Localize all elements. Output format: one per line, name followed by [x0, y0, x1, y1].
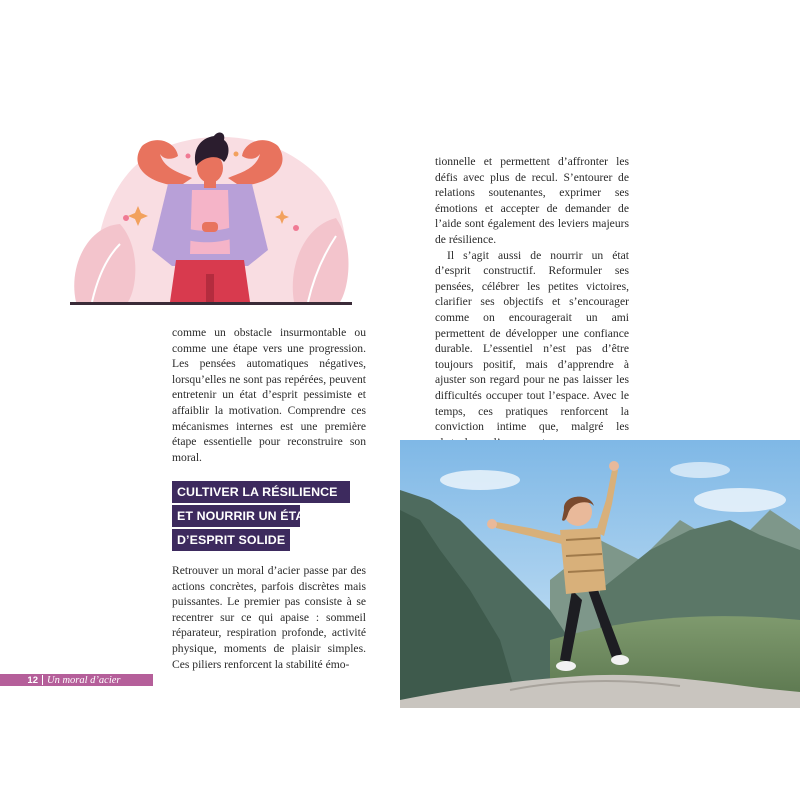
right-column [435, 154, 629, 466]
page-footer [0, 674, 153, 686]
heading-line-1: CULTIVER LA RÉSILIENCE [172, 481, 350, 503]
left-column-bottom [172, 563, 366, 672]
strong-woman-illustration [68, 126, 354, 308]
paragraph-left-1: comme un obstacle insurmontable ou comme une étape vers une progression. Les pensées automatiques négatives, lorsqu’elles ne sont pas repérées, peuvent entretenir un état d’esprit pessimiste et affaiblir la motivation. Comprendre ces mécanismes internes est une première étape essentielle pour reconstruire son moral. [172, 326, 366, 464]
paragraph-right-2: Il s’agit aussi de nourrir un état d’esprit constructif. Reformuler ses pensées, célébrer les petites victoires, clarifier ses objectifs et s’encourager comme on encouragerait un ami permettent de développer une confiance durable. L’essentiel n’est pas d’être toujours positif, mais d’apprendre à ajuster son regard pour ne pas laisser les difficultés occuper tout l’espace. Avec le temps, ces pratiques renforcent la conviction intime que, malgré les [435, 248, 629, 434]
section-heading [172, 481, 372, 553]
page-number: 12 [27, 674, 38, 686]
paragraph-left-2: Retrouver un moral d’acier passe par des actions concrètes, parfois discrètes mais puissantes. Le premier pas consiste à se recentrer sur ce qui apaise : sommeil réparateur, respiration profonde, activité physique, moments de plaisir simples. Ces piliers renforcent la stabilité émo- [172, 564, 366, 671]
mountain-photo [400, 440, 800, 708]
heading-line-2: ET NOURRIR UN ÉTAT [172, 505, 300, 527]
footer-divider [42, 675, 43, 685]
left-column-top [172, 325, 366, 465]
heading-line-3: D’ESPRIT SOLIDE [172, 529, 290, 551]
woman-celebrating-on-mountain-icon [400, 440, 800, 708]
running-title: Un moral d’acier [47, 674, 121, 686]
flexing-woman-icon [68, 126, 354, 308]
paragraph-right-1: tionnelle et permettent d’affronter les défis avec plus de recul. S’entourer de relations soutenantes, exprimer ses émotions et accepter de demander de l’aide sont également des leviers majeurs de résilience. [435, 155, 629, 246]
